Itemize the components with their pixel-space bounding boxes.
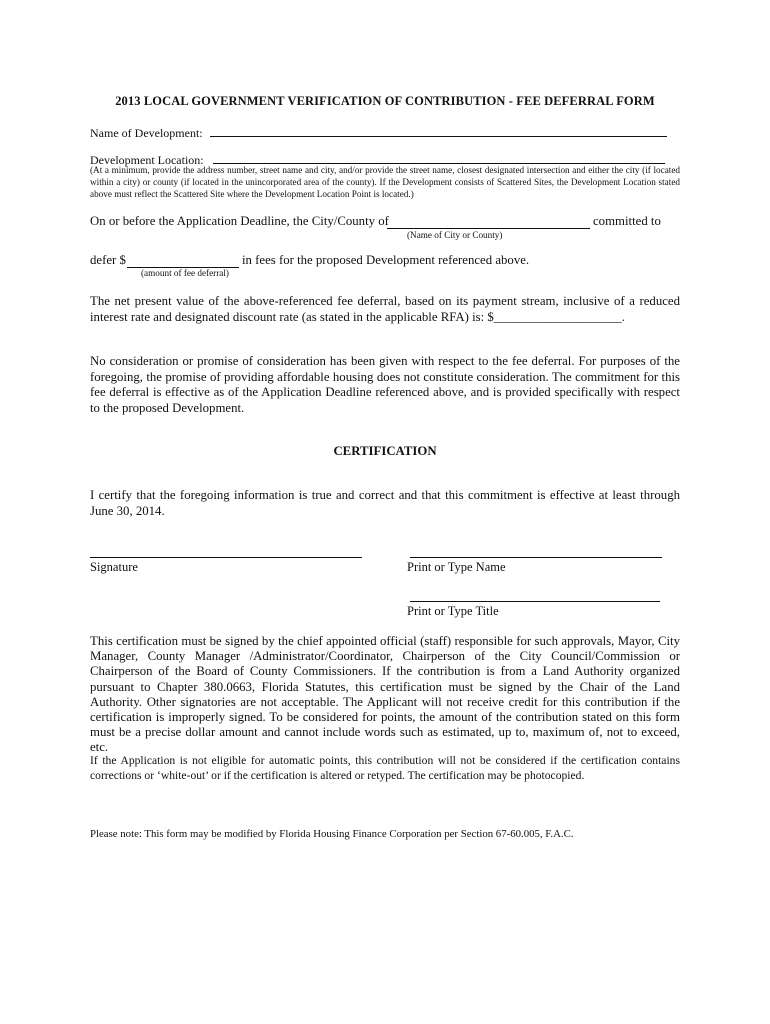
name-of-development-label: Name of Development: (90, 126, 203, 140)
certification-heading: CERTIFICATION (333, 444, 437, 458)
development-location-field[interactable] (213, 151, 665, 164)
print-name-label: Print or Type Name (407, 560, 506, 574)
city-county-caption: (Name of City or County) (407, 230, 503, 240)
certify-paragraph: I certify that the foregoing information is true and correct and that this commitment is effective at least through June 30, 2014. (90, 488, 680, 518)
modification-note: Please note: This form may be modified by Florida Housing Finance Corporation per Section 67-60.005, F.A.C. (90, 828, 574, 840)
development-location-label: Development Location: (90, 153, 204, 167)
defer-suffix: in fees for the proposed Development referenced above. (242, 253, 530, 267)
npv-paragraph: The net present value of the above-referenced fee deferral, based on its payment stream, inclusive of a reduced interest rate and designated discount rate (as stated in the applicable RFA) is: $____________________. (90, 294, 680, 324)
fee-caption: (amount of fee deferral) (141, 268, 229, 278)
print-name-field[interactable] (410, 557, 662, 558)
signature-label: Signature (90, 560, 138, 574)
eligibility-paragraph: If the Application is not eligible for automatic points, this contribution will not be considered if the certification contains corrections or ‘white-out’ or if the certification is altered or retyped. The certification may be photocopied. (90, 754, 680, 782)
form-title: 2013 LOCAL GOVERNMENT VERIFICATION OF CONTRIBUTION - FEE DEFERRAL FORM (115, 94, 655, 108)
name-of-development-field[interactable] (210, 124, 667, 137)
deadline-prefix: On or before the Application Deadline, the City/County of (90, 214, 389, 228)
location-instructions: (At a minimum, provide the address number, street name and city, and/or provide the street name, closest designated intersection and either the city (if located within a city) or county (if located in the unincorporated area of the county). If the Development consists of Scattered Sites, the Development Location stated above must reflect the Scattered Site where the Development Location Point is located.) (90, 165, 680, 199)
name-of-development-row (90, 124, 667, 141)
deadline-suffix: committed to (593, 214, 661, 228)
signature-field[interactable] (90, 557, 362, 558)
defer-prefix: defer $ (90, 253, 126, 267)
print-title-field[interactable] (410, 601, 660, 602)
print-title-label: Print or Type Title (407, 604, 499, 618)
consideration-paragraph: No consideration or promise of consideration has been given with respect to the fee deferral. For purposes of the foregoing, the promise of providing affordable housing does not constitute consideration. The commitment for this fee deferral is effective as of the Application Deadline referenced above, and is provided specifically with respect to the proposed Development. (90, 354, 680, 415)
signer-requirements-paragraph: This certification must be signed by the chief appointed official (staff) responsible for such approvals, Mayor, City Manager, County Manager /Administrator/Coordinator, Chairperson of the City Council/Commission or Chairperson of the Board of County Commissioners. If the contribution is from a Land Authority organized pursuant to Chapter 380.0663, Florida Statutes, this certification must be signed by the Chair of the Land Authority. Other signatories are not acceptable. The Applicant will not receive credit for this contribution if the certification is improperly signed. To be considered for points, the amount of the contribution stated on this form must be a precise dollar amount and cannot include words such as estimated, up to, maximum of, not to exceed, etc. (90, 634, 680, 755)
city-county-field[interactable] (387, 228, 590, 229)
